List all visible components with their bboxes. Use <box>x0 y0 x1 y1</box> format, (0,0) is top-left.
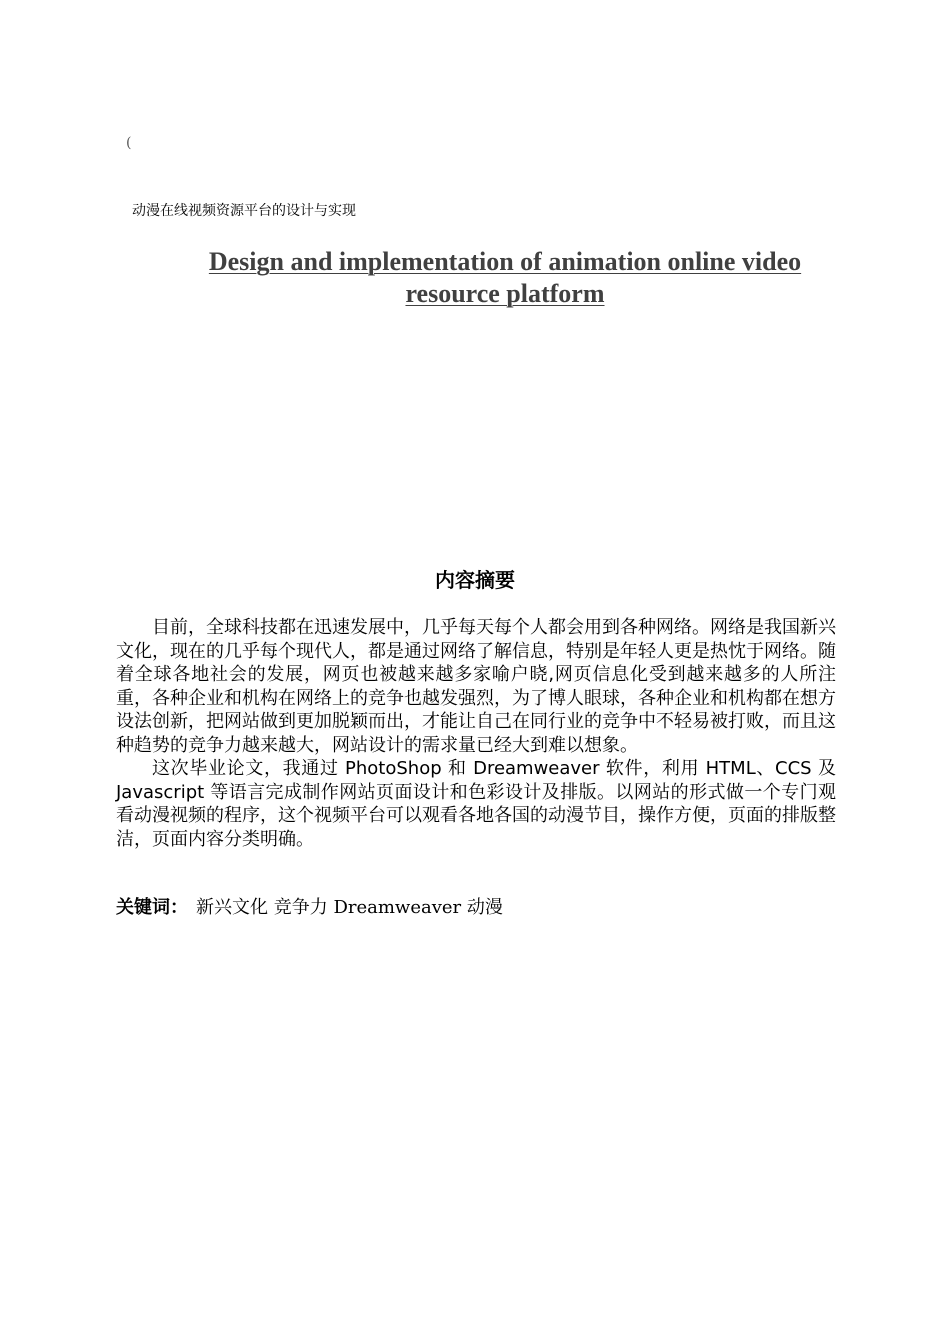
abstract-body <box>116 616 836 851</box>
english-title: Design and implementation of animation online video resource platform <box>208 247 802 308</box>
keywords-label: 关键词： <box>116 897 188 918</box>
abstract-heading: 内容摘要 <box>435 568 515 592</box>
abstract-paragraph-1: 目前，全球科技都在迅速发展中，几乎每天每个人都会用到各种网络。网络是我国新兴文化，现在的几乎每个现代人，都是通过网络了解信息，特别是年轻人更是热忱于网络。随着全球各地社会的发展，网页也被越来越多家喻户晓,网页信息化受到越来越多的人所注重，各种企业和机构在网络上的竞争也越发强烈，为了博人眼球，各种企业和机构都在想方设法创新，把网站做到更加脱颖而出，才能让自己在同行业的竞争中不轻易被打败，而且这种趋势的竞争力越来越大，网站设计的需求量已经大到难以想象。 <box>116 617 836 756</box>
keywords-line <box>116 896 836 920</box>
keywords-value: 新兴文化 竞争力 Dreamweaver 动漫 <box>196 897 503 918</box>
abstract-paragraph-2: 这次毕业论文，我通过 PhotoShop 和 Dreamweaver 软件，利用 HTML、CCS 及 Javascript 等语言完成制作网站页面设计和色彩设计及排版。以网站的形式做一个专门观看动漫视频的程序，这个视频平台可以观看各地各国的动漫节目，操作方便，页面的排版整洁，页面内容分类明确。 <box>116 758 836 850</box>
corner-mark: ( <box>126 135 132 151</box>
chinese-title: 动漫在线视频资源平台的设计与实现 <box>132 203 356 219</box>
